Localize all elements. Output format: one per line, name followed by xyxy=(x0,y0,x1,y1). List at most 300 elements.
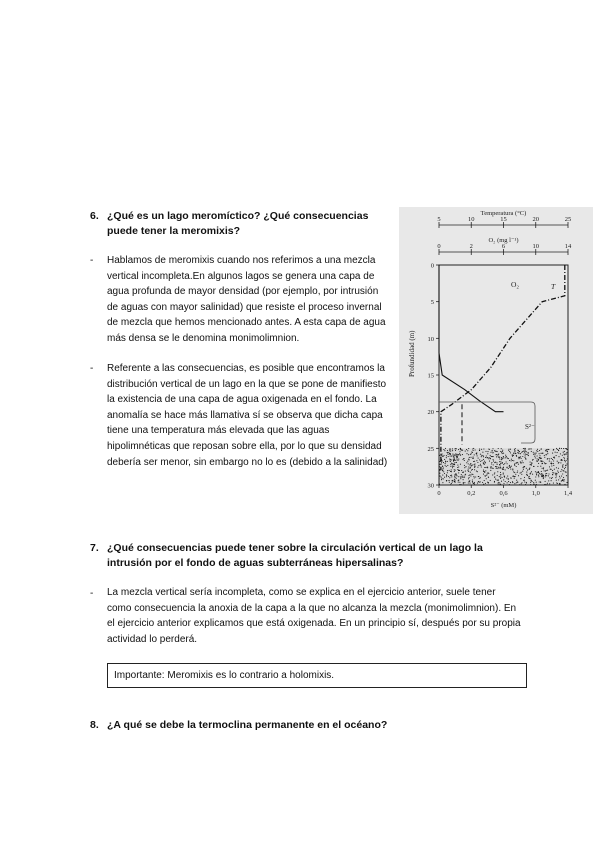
stipple-dot xyxy=(458,472,459,473)
stipple-dot xyxy=(508,450,509,451)
stipple-dot xyxy=(562,466,563,467)
stipple-dot xyxy=(540,458,541,459)
stipple-dot xyxy=(463,482,464,483)
stipple-dot xyxy=(463,483,464,484)
stipple-dot xyxy=(472,469,473,470)
stipple-dot xyxy=(503,464,504,465)
stipple-dot xyxy=(474,466,475,467)
stipple-dot xyxy=(508,449,509,450)
stipple-dot xyxy=(560,462,561,463)
stipple-dot xyxy=(510,469,511,470)
stipple-dot xyxy=(449,459,450,460)
stipple-dot xyxy=(553,457,554,458)
stipple-dot xyxy=(488,448,489,449)
stipple-dot xyxy=(562,465,563,466)
stipple-dot xyxy=(553,449,554,450)
stipple-dot xyxy=(537,466,538,467)
stipple-dot xyxy=(562,479,563,480)
stipple-dot xyxy=(471,453,472,454)
stipple-dot xyxy=(441,477,442,478)
stipple-dot xyxy=(545,450,546,451)
stipple-dot xyxy=(541,471,542,472)
stipple-dot xyxy=(553,460,554,461)
stipple-dot xyxy=(515,448,516,449)
temperature-label: T xyxy=(551,282,556,291)
stipple-dot xyxy=(504,476,505,477)
stipple-dot xyxy=(520,478,521,479)
top-axis-tick-label: 10 xyxy=(468,216,475,223)
stipple-dot xyxy=(462,450,463,451)
stipple-dot xyxy=(551,469,552,470)
stipple-dot xyxy=(483,470,484,471)
stipple-dot xyxy=(504,463,505,464)
stipple-dot xyxy=(495,479,496,480)
stipple-dot xyxy=(566,475,567,476)
stipple-dot xyxy=(472,479,473,480)
stipple-dot xyxy=(480,465,481,466)
stipple-dot xyxy=(526,472,527,473)
stipple-dot xyxy=(537,461,538,462)
stipple-dot xyxy=(472,464,473,465)
stipple-dot xyxy=(470,465,471,466)
stipple-dot xyxy=(453,456,454,457)
stipple-dot xyxy=(517,470,518,471)
stipple-dot xyxy=(556,455,557,456)
stipple-dot xyxy=(525,455,526,456)
stipple-dot xyxy=(470,472,471,473)
stipple-dot xyxy=(459,470,460,471)
stipple-dot xyxy=(521,474,522,475)
question-6-answer-2: Referente a las consecuencias, es posible que encontramos la distribución vertical de un lago en la que se pone de manifiesto la existencia de una capa de agua oxigenada en el fondo. La anomalía se hace más llamativa sí se observa que dicha capa tiene una temperatura más elevada que las aguas hipolimnéticas que reposan sobre ella, por lo que su densidad debería ser menor, sin embargo no lo es (debido a la salinidad) xyxy=(107,363,388,468)
question-6-title-line1: ¿Qué es un lago meromíctico? ¿Qué consecuencias xyxy=(107,210,369,222)
stipple-dot xyxy=(492,450,493,451)
stipple-dot xyxy=(533,483,534,484)
top-axis-tick-label: 10 xyxy=(532,243,539,250)
stipple-dot xyxy=(487,472,488,473)
stipple-dot xyxy=(478,476,479,477)
stipple-dot xyxy=(506,461,507,462)
stipple-dot xyxy=(456,478,457,479)
stipple-dot xyxy=(560,471,561,472)
stipple-dot xyxy=(553,465,554,466)
stipple-dot xyxy=(474,467,475,468)
stipple-dot xyxy=(543,467,544,468)
stipple-dot xyxy=(457,459,458,460)
stipple-dot xyxy=(443,471,444,472)
stipple-dot xyxy=(540,466,541,467)
stipple-dot xyxy=(534,456,535,457)
stipple-dot xyxy=(482,452,483,453)
stipple-dot xyxy=(494,482,495,483)
stipple-dot xyxy=(511,459,512,460)
stipple-dot xyxy=(446,457,447,458)
stipple-dot xyxy=(464,460,465,461)
stipple-dot xyxy=(462,477,463,478)
stipple-dot xyxy=(452,467,453,468)
stipple-dot xyxy=(552,472,553,473)
stipple-dot xyxy=(540,482,541,483)
stipple-dot xyxy=(441,478,442,479)
stipple-dot xyxy=(471,470,472,471)
stipple-dot xyxy=(505,469,506,470)
note-box: Importante: Meromixis es lo contrario a holomixis. xyxy=(107,663,527,688)
stipple-dot xyxy=(551,463,552,464)
stipple-dot xyxy=(480,477,481,478)
stipple-dot xyxy=(479,482,480,483)
stipple-dot xyxy=(489,457,490,458)
stipple-dot xyxy=(565,471,566,472)
stipple-dot xyxy=(473,476,474,477)
stipple-dot xyxy=(541,473,542,474)
stipple-dot xyxy=(467,461,468,462)
stipple-dot xyxy=(513,460,514,461)
stipple-dot xyxy=(450,449,451,450)
stipple-dot xyxy=(502,462,503,463)
stipple-dot xyxy=(526,451,527,452)
stipple-dot xyxy=(515,453,516,454)
stipple-dot xyxy=(534,454,535,455)
stipple-dot xyxy=(537,451,538,452)
stipple-dot xyxy=(536,453,537,454)
question-7-title-line1: ¿Qué consecuencias puede tener sobre la circulación vertical de un lago la xyxy=(107,542,483,554)
stipple-dot xyxy=(563,457,564,458)
stipple-dot xyxy=(541,476,542,477)
stipple-dot xyxy=(477,483,478,484)
stipple-dot xyxy=(498,482,499,483)
stipple-dot xyxy=(509,467,510,468)
stipple-dot xyxy=(533,466,534,467)
stipple-dot xyxy=(498,456,499,457)
stipple-dot xyxy=(539,450,540,451)
stipple-dot xyxy=(462,475,463,476)
stipple-dot xyxy=(448,480,449,481)
sulfide-axis-tick-label: 0,2 xyxy=(467,490,476,497)
stipple-dot xyxy=(563,481,564,482)
stipple-dot xyxy=(442,475,443,476)
stipple-dot xyxy=(544,457,545,458)
sulfide-axis-tick-label: 0,6 xyxy=(499,490,508,497)
question-7-answer: La mezcla vertical sería incompleta, como se explica en el ejercicio anterior, suele tener como consecuencia la anoxia de la capa a la que no alcanza la mezcla (monimolimnion). En el ejercicio anterior explicamos que está oxigenada. En un principio sí, después por su propia actividad lo perderá. xyxy=(107,587,521,645)
stipple-dot xyxy=(491,466,492,467)
stipple-dot xyxy=(508,468,509,469)
stipple-dot xyxy=(514,450,515,451)
stipple-dot xyxy=(533,452,534,453)
stipple-dot xyxy=(553,463,554,464)
stipple-dot xyxy=(501,481,502,482)
stipple-dot xyxy=(539,457,540,458)
stipple-dot xyxy=(450,456,451,457)
stipple-dot xyxy=(514,472,515,473)
stipple-dot xyxy=(564,451,565,452)
stipple-dot xyxy=(503,472,504,473)
stipple-dot xyxy=(522,456,523,457)
stipple-dot xyxy=(444,459,445,460)
stipple-dot xyxy=(514,464,515,465)
stipple-dot xyxy=(460,448,461,449)
stipple-dot xyxy=(543,478,544,479)
stipple-dot xyxy=(449,460,450,461)
stipple-dot xyxy=(544,455,545,456)
stipple-dot xyxy=(488,482,489,483)
stipple-dot xyxy=(536,450,537,451)
stipple-dot xyxy=(558,462,559,463)
stipple-dot xyxy=(487,473,488,474)
stipple-dot xyxy=(540,453,541,454)
stipple-dot xyxy=(478,465,479,466)
stipple-dot xyxy=(501,457,502,458)
stipple-dot xyxy=(501,452,502,453)
stipple-dot xyxy=(509,465,510,466)
stipple-dot xyxy=(563,448,564,449)
stipple-dot xyxy=(490,470,491,471)
stipple-dot xyxy=(535,476,536,477)
bullet-dash: - xyxy=(90,588,94,599)
stipple-dot xyxy=(449,482,450,483)
depth-tick-label: 20 xyxy=(427,409,434,417)
stipple-dot xyxy=(452,480,453,481)
stipple-dot xyxy=(476,453,477,454)
stipple-dot xyxy=(492,468,493,469)
stipple-dot xyxy=(518,457,519,458)
stipple-dot xyxy=(531,471,532,472)
stipple-dot xyxy=(535,457,536,458)
stipple-dot xyxy=(454,458,455,459)
stipple-dot xyxy=(516,482,517,483)
stipple-dot xyxy=(452,466,453,467)
stipple-dot xyxy=(463,458,464,459)
stipple-dot xyxy=(455,470,456,471)
stipple-dot xyxy=(464,482,465,483)
stipple-dot xyxy=(525,459,526,460)
stipple-dot xyxy=(507,467,508,468)
stipple-dot xyxy=(460,476,461,477)
stipple-dot xyxy=(532,474,533,475)
stipple-dot xyxy=(474,454,475,455)
depth-tick-label: 10 xyxy=(427,335,434,343)
stipple-dot xyxy=(448,456,449,457)
stipple-dot xyxy=(449,449,450,450)
stipple-dot xyxy=(521,482,522,483)
stipple-dot xyxy=(557,449,558,450)
stipple-dot xyxy=(455,473,456,474)
stipple-dot xyxy=(452,450,453,451)
question-7-title-line2: intrusión por el fondo de aguas subterráneas hipersalinas? xyxy=(107,557,404,569)
stipple-dot xyxy=(456,462,457,463)
stipple-dot xyxy=(523,453,524,454)
stipple-dot xyxy=(477,467,478,468)
stipple-dot xyxy=(483,456,484,457)
stipple-dot xyxy=(524,477,525,478)
stipple-dot xyxy=(490,480,491,481)
stipple-dot xyxy=(514,449,515,450)
stipple-dot xyxy=(453,459,454,460)
stipple-dot xyxy=(521,452,522,453)
stipple-dot xyxy=(536,482,537,483)
oxygen-label: O₂ xyxy=(511,280,520,289)
stipple-dot xyxy=(486,475,487,476)
stipple-dot xyxy=(454,471,455,472)
stipple-dot xyxy=(557,470,558,471)
stipple-dot xyxy=(509,451,510,452)
stipple-dot xyxy=(518,453,519,454)
stipple-dot xyxy=(512,460,513,461)
sulfide-axis-tick-label: 1,0 xyxy=(531,490,540,497)
stipple-dot xyxy=(487,467,488,468)
stipple-dot xyxy=(557,461,558,462)
stipple-dot xyxy=(500,463,501,464)
stipple-dot xyxy=(506,478,507,479)
stipple-dot xyxy=(477,455,478,456)
stipple-dot xyxy=(563,477,564,478)
stipple-dot xyxy=(469,457,470,458)
stipple-dot xyxy=(544,462,545,463)
stipple-dot xyxy=(445,461,446,462)
stipple-dot xyxy=(522,471,523,472)
stipple-dot xyxy=(460,464,461,465)
stipple-dot xyxy=(515,474,516,475)
stipple-dot xyxy=(480,454,481,455)
stipple-dot xyxy=(468,463,469,464)
stipple-dot xyxy=(514,451,515,452)
stipple-dot xyxy=(485,483,486,484)
stipple-dot xyxy=(483,462,484,463)
stipple-dot xyxy=(479,450,480,451)
stipple-dot xyxy=(524,448,525,449)
stipple-dot xyxy=(530,462,531,463)
stipple-dot xyxy=(548,475,549,476)
stipple-dot xyxy=(560,453,561,454)
stipple-dot xyxy=(484,467,485,468)
stipple-dot xyxy=(548,480,549,481)
stipple-dot xyxy=(539,453,540,454)
depth-tick-label: 30 xyxy=(427,482,434,490)
stipple-dot xyxy=(458,480,459,481)
stipple-dot xyxy=(485,476,486,477)
stipple-dot xyxy=(526,482,527,483)
stipple-dot xyxy=(499,464,500,465)
stipple-dot xyxy=(459,482,460,483)
stipple-dot xyxy=(497,471,498,472)
stipple-dot xyxy=(471,451,472,452)
stipple-dot xyxy=(469,483,470,484)
stipple-dot xyxy=(444,473,445,474)
stipple-dot xyxy=(521,472,522,473)
stipple-dot xyxy=(528,455,529,456)
stipple-dot xyxy=(483,459,484,460)
stipple-dot xyxy=(549,458,550,459)
stipple-dot xyxy=(445,465,446,466)
stipple-dot xyxy=(490,455,491,456)
stipple-dot xyxy=(492,474,493,475)
stipple-dot xyxy=(451,483,452,484)
stipple-dot xyxy=(455,460,456,461)
question-8-number: 8. xyxy=(90,719,99,731)
stipple-dot xyxy=(464,476,465,477)
stipple-dot xyxy=(494,473,495,474)
stipple-dot xyxy=(468,466,469,467)
question-7-title xyxy=(107,541,527,571)
stipple-dot xyxy=(503,483,504,484)
stipple-dot xyxy=(457,465,458,466)
stipple-dot xyxy=(524,449,525,450)
stipple-dot xyxy=(483,448,484,449)
stipple-dot xyxy=(454,462,455,463)
top-axis-tick-label: 0 xyxy=(437,243,441,250)
stipple-dot xyxy=(547,458,548,459)
stipple-dot xyxy=(453,464,454,465)
stipple-dot xyxy=(494,472,495,473)
stipple-dot xyxy=(510,477,511,478)
stipple-dot xyxy=(470,463,471,464)
stipple-dot xyxy=(521,458,522,459)
stipple-dot xyxy=(454,455,455,456)
stipple-dot xyxy=(468,469,469,470)
stipple-dot xyxy=(479,459,480,460)
stipple-dot xyxy=(447,472,448,473)
stipple-dot xyxy=(452,448,453,449)
stipple-dot xyxy=(520,453,521,454)
stipple-dot xyxy=(481,466,482,467)
stipple-dot xyxy=(454,480,455,481)
stipple-dot xyxy=(548,449,549,450)
stipple-dot xyxy=(505,455,506,456)
stipple-dot xyxy=(546,475,547,476)
top-axis-tick-label: 15 xyxy=(500,216,507,223)
stipple-dot xyxy=(499,482,500,483)
stipple-dot xyxy=(448,476,449,477)
stipple-dot xyxy=(452,454,453,455)
stipple-dot xyxy=(502,450,503,451)
stipple-dot xyxy=(465,471,466,472)
stipple-dot xyxy=(507,458,508,459)
stipple-dot xyxy=(514,478,515,479)
stipple-dot xyxy=(538,474,539,475)
stipple-dot xyxy=(563,464,564,465)
stipple-dot xyxy=(485,467,486,468)
stipple-dot xyxy=(450,475,451,476)
stipple-dot xyxy=(446,474,447,475)
stipple-dot xyxy=(549,483,550,484)
stipple-dot xyxy=(531,481,532,482)
stipple-dot xyxy=(442,465,443,466)
stipple-dot xyxy=(465,466,466,467)
stipple-dot xyxy=(565,454,566,455)
stipple-dot xyxy=(466,449,467,450)
stipple-dot xyxy=(536,472,537,473)
stipple-dot xyxy=(541,448,542,449)
stipple-dot xyxy=(451,476,452,477)
stipple-dot xyxy=(487,451,488,452)
sulfide-axis-label: S²⁻ (mM) xyxy=(490,502,517,509)
stipple-dot xyxy=(524,466,525,467)
stipple-dot xyxy=(495,454,496,455)
stipple-dot xyxy=(560,460,561,461)
stipple-dot xyxy=(551,461,552,462)
bullet-dash: - xyxy=(90,363,94,374)
stipple-dot xyxy=(516,462,517,463)
stipple-dot xyxy=(493,456,494,457)
stipple-dot xyxy=(562,455,563,456)
top-axis-tick-label: 6 xyxy=(501,243,506,250)
stipple-dot xyxy=(523,448,524,449)
stipple-dot xyxy=(466,462,467,463)
stipple-dot xyxy=(533,482,534,483)
stipple-dot xyxy=(546,449,547,450)
stipple-dot xyxy=(539,481,540,482)
stipple-dot xyxy=(511,466,512,467)
stipple-dot xyxy=(499,458,500,459)
stipple-dot xyxy=(474,469,475,470)
